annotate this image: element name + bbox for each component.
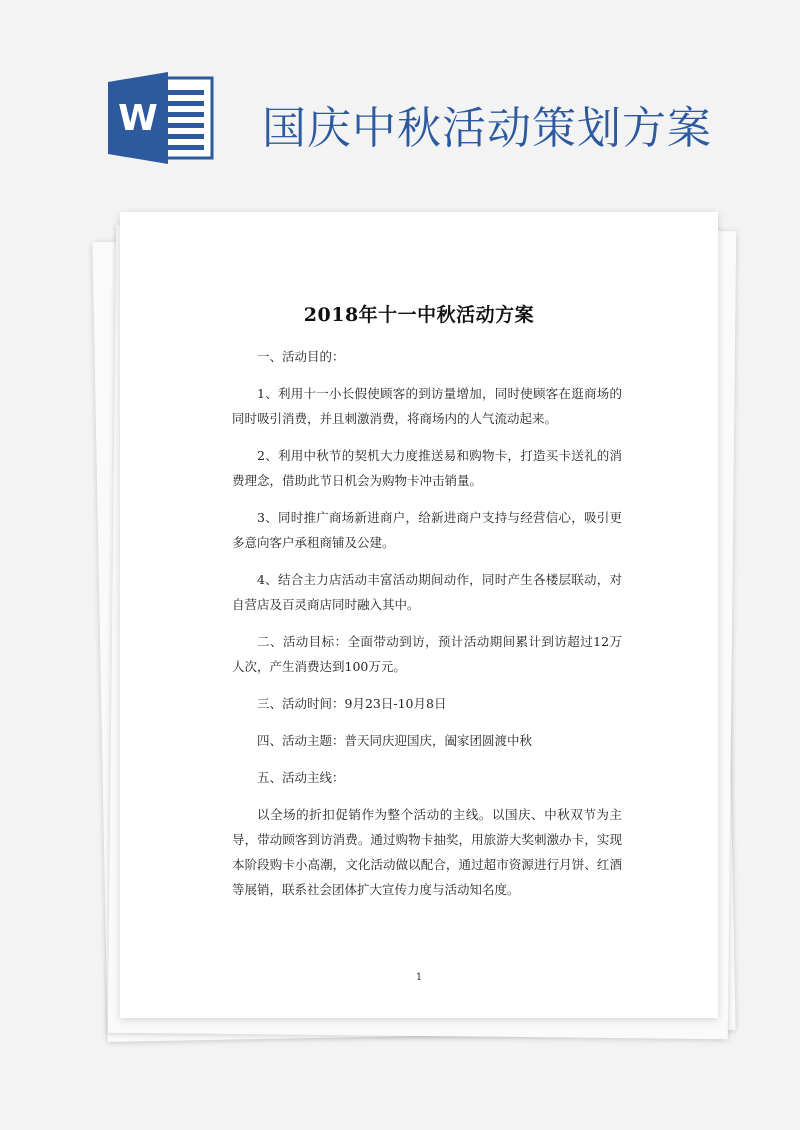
section-time: 三、活动时间：9月23日-10月8日	[257, 696, 447, 711]
section-purpose-heading: 一、活动目的：	[257, 349, 345, 364]
word-icon-letter: W	[118, 98, 158, 139]
word-document-icon	[108, 72, 216, 164]
section-mainline-heading: 五、活动主线：	[257, 770, 345, 785]
page-heading: 2018年十一中秋活动方案	[303, 304, 535, 326]
section-mainline-body: 以全场的折扣促销作为整个活动的主线。以国庆、中秋双节为主导，带动顾客到访消费。通过购物卡抽奖，用旅游大奖刺激办卡，实现本阶段购卡小高潮，文化活动做以配合，通过超市资源进行月饼、红酒等展销，联系社会团体扩大宣传力度与活动知名度。	[232, 807, 622, 897]
page-number: 1	[415, 972, 423, 983]
header-banner	[0, 0, 800, 210]
purpose-item-2: 2、利用中秋节的契机大力度推送易和购物卡，打造买卡送礼的消费理念，借助此节日机会为购物卡冲击销量。	[232, 448, 622, 488]
section-goal: 二、活动目标：全面带动到访，预计活动期间累计到访超过12万人次，产生消费达到100万元。	[232, 634, 622, 674]
section-theme: 四、活动主题：普天同庆迎国庆，阖家团圆渡中秋	[257, 733, 533, 748]
purpose-item-4: 4、结合主力店活动丰富活动期间动作，同时产生各楼层联动，对自营店及百灵商店同时融入其中。	[232, 572, 622, 612]
document-title: 国庆中秋活动策划方案	[262, 103, 712, 154]
document-body	[232, 344, 622, 902]
purpose-item-1: 1、利用十一小长假使顾客的到访量增加，同时使顾客在逛商场的同时吸引消费，并且刺激消费，将商场内的人气流动起来。	[232, 386, 622, 426]
purpose-item-3: 3、同时推广商场新进商户，给新进商户支持与经营信心，吸引更多意向客户承租商铺及公建。	[232, 510, 622, 550]
document-page	[120, 212, 718, 1018]
